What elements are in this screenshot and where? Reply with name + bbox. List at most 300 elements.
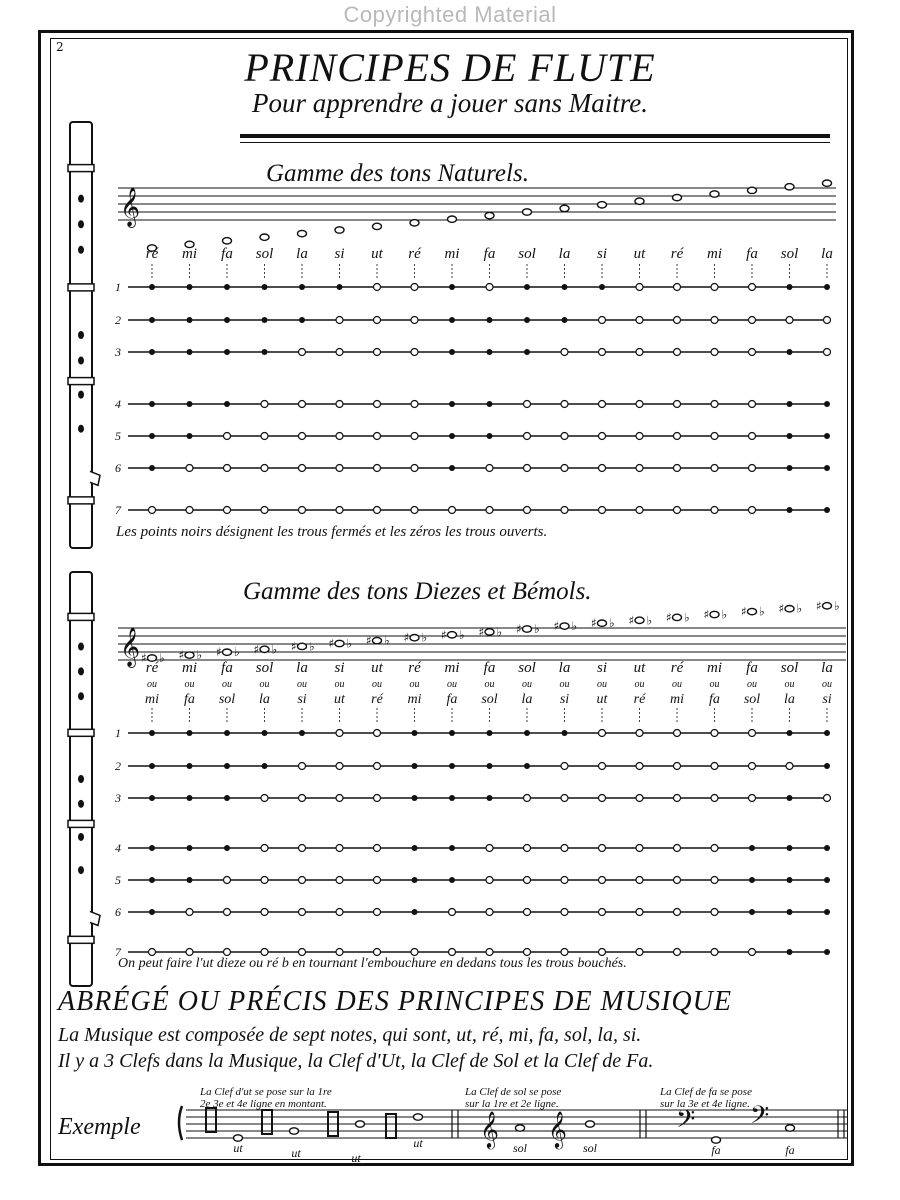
flute-joint xyxy=(68,165,94,172)
closed-hole-dot xyxy=(824,433,830,439)
open-hole-circle xyxy=(599,795,606,802)
open-hole-circle xyxy=(749,317,756,324)
whole-note xyxy=(635,617,644,623)
closed-hole-dot xyxy=(824,763,830,769)
flat-sign-icon: ♭ xyxy=(759,604,765,619)
section2-hole-number: 6 xyxy=(115,905,121,919)
open-hole-circle xyxy=(186,909,193,916)
note-name-sharp: fa xyxy=(483,660,496,676)
flute-hole-icon xyxy=(78,692,84,700)
closed-hole-dot xyxy=(224,284,230,290)
closed-hole-dot xyxy=(787,845,793,851)
sharp-sign-icon: ♯ xyxy=(553,619,560,634)
whole-note xyxy=(560,205,569,211)
open-hole-circle xyxy=(374,284,381,291)
open-hole-circle xyxy=(599,317,606,324)
open-hole-circle xyxy=(336,349,343,356)
open-hole-circle xyxy=(224,465,231,472)
closed-hole-dot xyxy=(487,401,493,407)
closed-hole-dot xyxy=(787,401,793,407)
open-hole-circle xyxy=(561,465,568,472)
closed-hole-dot xyxy=(412,877,418,883)
example-note-name: ut xyxy=(351,1151,361,1165)
closed-hole-dot xyxy=(187,284,193,290)
flute-joint xyxy=(68,284,94,291)
open-hole-circle xyxy=(374,845,381,852)
example-note-name: fa xyxy=(785,1143,795,1157)
open-hole-circle xyxy=(749,465,756,472)
open-hole-circle xyxy=(374,507,381,514)
example-note-name: ut xyxy=(291,1146,301,1160)
notes-sentence: La Musique est composée de sept notes, qui sont, ut, ré, mi, fa, sol, la, si. xyxy=(58,1024,642,1046)
closed-hole-dot xyxy=(187,433,193,439)
closed-hole-dot xyxy=(187,795,193,801)
closed-hole-dot xyxy=(787,730,793,736)
closed-hole-dot xyxy=(149,433,155,439)
closed-hole-dot xyxy=(224,763,230,769)
note-name-flat: la xyxy=(259,692,270,707)
note-name-natural: si xyxy=(596,246,608,262)
closed-hole-dot xyxy=(524,349,530,355)
closed-hole-dot xyxy=(787,507,793,513)
whole-note xyxy=(560,623,569,629)
note-ou: ou xyxy=(672,679,682,690)
note-name-natural: sol xyxy=(780,246,799,262)
note-name-sharp: ut xyxy=(371,660,383,676)
closed-hole-dot xyxy=(487,433,493,439)
closed-hole-dot xyxy=(412,795,418,801)
open-hole-circle xyxy=(674,465,681,472)
whole-note xyxy=(356,1121,365,1127)
closed-hole-dot xyxy=(787,795,793,801)
note-name-natural: la xyxy=(296,246,308,262)
note-name-flat: mi xyxy=(670,692,684,707)
note-ou: ou xyxy=(822,679,832,690)
flute-hole-icon xyxy=(78,643,84,651)
open-hole-circle xyxy=(674,845,681,852)
section2-hole-number: 5 xyxy=(115,873,121,887)
open-hole-circle xyxy=(336,763,343,770)
closed-hole-dot xyxy=(224,730,230,736)
note-name-sharp: si xyxy=(596,660,608,676)
open-hole-circle xyxy=(561,795,568,802)
section2-heading: Gamme des tons Diezes et Bémols. xyxy=(243,578,592,605)
note-ou: ou xyxy=(597,679,607,690)
open-hole-circle xyxy=(636,949,643,956)
flute-key-icon xyxy=(90,471,100,485)
open-hole-circle xyxy=(374,949,381,956)
note-name-sharp: ré xyxy=(145,660,159,676)
note-ou: ou xyxy=(147,679,157,690)
open-hole-circle xyxy=(636,909,643,916)
whole-note xyxy=(710,611,719,617)
closed-hole-dot xyxy=(449,317,455,323)
note-name-sharp: mi xyxy=(182,660,197,676)
open-hole-circle xyxy=(486,465,493,472)
flute-joint xyxy=(68,613,94,620)
closed-hole-dot xyxy=(149,465,155,471)
closed-hole-dot xyxy=(824,465,830,471)
closed-hole-dot xyxy=(299,284,305,290)
note-name-sharp: la xyxy=(296,660,308,676)
flute-hole-icon xyxy=(78,866,84,874)
open-hole-circle xyxy=(674,763,681,770)
closed-hole-dot xyxy=(487,349,493,355)
flute-joint xyxy=(68,729,94,736)
note-ou: ou xyxy=(709,679,720,690)
note-name-sharp: ré xyxy=(670,660,684,676)
open-hole-circle xyxy=(561,763,568,770)
sharp-sign-icon: ♯ xyxy=(591,616,597,631)
closed-hole-dot xyxy=(487,317,493,323)
open-hole-circle xyxy=(674,909,681,916)
open-hole-circle xyxy=(711,909,718,916)
sharp-sign-icon: ♯ xyxy=(628,613,635,628)
open-hole-circle xyxy=(749,507,756,514)
open-hole-circle xyxy=(299,763,306,770)
open-hole-circle xyxy=(599,877,606,884)
note-name-sharp: sol xyxy=(255,660,274,676)
closed-hole-dot xyxy=(787,877,793,883)
closed-hole-dot xyxy=(562,317,568,323)
open-hole-circle xyxy=(824,317,831,324)
closed-hole-dot xyxy=(824,284,830,290)
whole-note xyxy=(598,202,607,208)
note-name-sharp: si xyxy=(334,660,345,676)
note-ou: ou xyxy=(522,679,532,690)
closed-hole-dot xyxy=(337,284,343,290)
sharp-sign-icon: ♯ xyxy=(816,598,822,613)
whole-note xyxy=(448,632,457,638)
sharp-sign-icon: ♯ xyxy=(478,624,485,639)
sharp-sign-icon: ♯ xyxy=(441,627,447,642)
closed-hole-dot xyxy=(187,730,193,736)
closed-hole-dot xyxy=(224,401,230,407)
closed-hole-dot xyxy=(149,730,155,736)
note-name-sharp: sol xyxy=(780,660,799,676)
flute-hole-icon xyxy=(78,833,84,841)
open-hole-circle xyxy=(636,349,643,356)
closed-hole-dot xyxy=(149,349,155,355)
open-hole-circle xyxy=(486,949,493,956)
open-hole-circle xyxy=(186,949,193,956)
open-hole-circle xyxy=(261,465,268,472)
open-hole-circle xyxy=(411,317,418,324)
note-name-flat: si xyxy=(822,692,832,707)
flat-sign-icon: ♭ xyxy=(684,610,690,625)
open-hole-circle xyxy=(261,401,268,408)
note-name-sharp: mi xyxy=(707,660,722,676)
open-hole-circle xyxy=(711,845,718,852)
note-name-natural: sol xyxy=(255,246,274,262)
note-ou: ou xyxy=(222,679,232,690)
flute-hole-icon xyxy=(78,667,84,675)
flute-key-icon xyxy=(90,911,100,925)
note-name-natural: ut xyxy=(371,246,383,262)
closed-hole-dot xyxy=(187,349,193,355)
page-number: 2 xyxy=(56,40,64,54)
open-hole-circle xyxy=(411,465,418,472)
open-hole-circle xyxy=(599,507,606,514)
clefs-sentence: Il y a 3 Clefs dans la Musique, la Clef d'Ut, la Clef de Sol et la Clef de Fa. xyxy=(58,1050,654,1072)
flute-joint xyxy=(68,820,94,827)
closed-hole-dot xyxy=(262,349,268,355)
open-hole-circle xyxy=(599,401,606,408)
open-hole-circle xyxy=(561,845,568,852)
open-hole-circle xyxy=(299,909,306,916)
whole-note xyxy=(673,614,682,620)
open-hole-circle xyxy=(599,909,606,916)
closed-hole-dot xyxy=(449,349,455,355)
note-name-flat: ré xyxy=(371,692,383,707)
section1-hole-number: 1 xyxy=(115,280,121,294)
whole-note xyxy=(635,198,644,204)
bass-clef-icon: 𝄢 xyxy=(750,1101,770,1136)
open-hole-circle xyxy=(336,401,343,408)
open-hole-circle xyxy=(599,949,606,956)
open-hole-circle xyxy=(486,507,493,514)
note-ou: ou xyxy=(484,679,495,690)
closed-hole-dot xyxy=(824,507,830,513)
flute-hole-icon xyxy=(78,246,84,254)
closed-hole-dot xyxy=(824,877,830,883)
closed-hole-dot xyxy=(149,284,155,290)
page-subtitle: Pour apprendre a jouer sans Maitre. xyxy=(252,88,648,118)
clef-fa-caption-line: La Clef de fa se pose xyxy=(660,1086,752,1098)
note-ou: ou xyxy=(259,679,270,690)
whole-note xyxy=(410,220,419,226)
flat-sign-icon: ♭ xyxy=(834,598,840,613)
open-hole-circle xyxy=(711,795,718,802)
note-ou: ou xyxy=(747,679,757,690)
sharp-sign-icon: ♯ xyxy=(141,651,147,665)
open-hole-circle xyxy=(374,877,381,884)
note-name-flat: ré xyxy=(633,692,646,707)
closed-hole-dot xyxy=(599,284,605,290)
sharp-sign-icon: ♯ xyxy=(703,607,710,622)
open-hole-circle xyxy=(561,349,568,356)
open-hole-circle xyxy=(674,349,681,356)
whole-note xyxy=(516,1125,525,1131)
open-hole-circle xyxy=(749,349,756,356)
closed-hole-dot xyxy=(524,763,530,769)
open-hole-circle xyxy=(636,317,643,324)
note-ou: ou xyxy=(409,679,420,690)
open-hole-circle xyxy=(374,730,381,737)
sharp-sign-icon: ♯ xyxy=(216,645,222,660)
open-hole-circle xyxy=(299,433,306,440)
open-hole-circle xyxy=(711,507,718,514)
open-hole-circle xyxy=(261,909,268,916)
flute-hole-icon xyxy=(78,195,84,203)
closed-hole-dot xyxy=(824,401,830,407)
note-name-natural: ré xyxy=(408,246,421,262)
open-hole-circle xyxy=(599,349,606,356)
section2-hole-number: 2 xyxy=(115,759,121,773)
note-name-flat: ut xyxy=(334,692,345,707)
closed-hole-dot xyxy=(262,730,268,736)
clef-sol-caption-line: sur la 1re et 2e ligne. xyxy=(465,1098,559,1110)
staff-brace-icon xyxy=(179,1106,182,1140)
open-hole-circle xyxy=(636,507,643,514)
open-hole-circle xyxy=(524,465,531,472)
whole-note xyxy=(485,629,494,635)
flat-sign-icon: ♭ xyxy=(721,607,728,622)
flat-sign-icon: ♭ xyxy=(234,645,240,660)
closed-hole-dot xyxy=(187,877,193,883)
section1-hole-number: 3 xyxy=(115,345,121,359)
open-hole-circle xyxy=(561,949,568,956)
note-name-flat: fa xyxy=(709,692,720,707)
open-hole-circle xyxy=(674,433,681,440)
closed-hole-dot xyxy=(487,763,493,769)
note-ou: ou xyxy=(334,679,345,690)
open-hole-circle xyxy=(711,317,718,324)
open-hole-circle xyxy=(674,317,681,324)
open-hole-circle xyxy=(524,507,531,514)
open-hole-circle xyxy=(186,507,193,514)
open-hole-circle xyxy=(336,845,343,852)
note-name-flat: ut xyxy=(596,692,608,707)
c-clef-icon xyxy=(386,1114,396,1138)
closed-hole-dot xyxy=(787,949,793,955)
note-name-natural: fa xyxy=(483,246,496,262)
clef-ut-caption-line: La Clef d'ut se pose sur la 1re xyxy=(200,1086,332,1098)
whole-note xyxy=(823,603,832,609)
example-note-name: fa xyxy=(711,1143,721,1157)
open-hole-circle xyxy=(261,795,268,802)
open-hole-circle xyxy=(486,877,493,884)
flute-hole-icon xyxy=(78,800,84,808)
closed-hole-dot xyxy=(299,317,305,323)
open-hole-circle xyxy=(299,465,306,472)
open-hole-circle xyxy=(336,877,343,884)
sharp-sign-icon: ♯ xyxy=(328,636,335,651)
open-hole-circle xyxy=(636,845,643,852)
open-hole-circle xyxy=(599,465,606,472)
closed-hole-dot xyxy=(449,433,455,439)
whole-note xyxy=(748,187,757,193)
open-hole-circle xyxy=(336,317,343,324)
note-name-sharp: ut xyxy=(633,660,646,676)
flute-joint xyxy=(68,378,94,385)
note-ou: ou xyxy=(372,679,382,690)
flat-sign-icon: ♭ xyxy=(271,642,278,657)
open-hole-circle xyxy=(599,730,606,737)
closed-hole-dot xyxy=(787,349,793,355)
bass-clef-icon: 𝄢 xyxy=(676,1105,696,1140)
note-name-flat: sol xyxy=(481,692,498,707)
sharp-sign-icon: ♯ xyxy=(741,604,747,619)
whole-note xyxy=(823,180,832,186)
note-ou: ou xyxy=(184,679,195,690)
flute-joint xyxy=(68,936,94,943)
open-hole-circle xyxy=(749,284,756,291)
note-name-flat: sol xyxy=(218,692,236,707)
note-name-flat: mi xyxy=(145,692,159,707)
whole-note xyxy=(335,227,344,233)
section2-hole-number: 3 xyxy=(115,791,121,805)
sharp-sign-icon: ♯ xyxy=(778,601,785,616)
open-hole-circle xyxy=(261,845,268,852)
closed-hole-dot xyxy=(524,284,530,290)
open-hole-circle xyxy=(636,795,643,802)
closed-hole-dot xyxy=(487,730,493,736)
note-name-sharp: la xyxy=(558,660,571,676)
open-hole-circle xyxy=(711,763,718,770)
whole-note xyxy=(373,637,382,643)
closed-hole-dot xyxy=(262,317,268,323)
open-hole-circle xyxy=(824,795,831,802)
open-hole-circle xyxy=(599,763,606,770)
open-hole-circle xyxy=(224,877,231,884)
c-clef-icon xyxy=(206,1108,216,1132)
flute-joint xyxy=(68,497,94,504)
closed-hole-dot xyxy=(524,730,530,736)
open-hole-circle xyxy=(524,845,531,852)
example-label: Exemple xyxy=(58,1114,141,1140)
open-hole-circle xyxy=(636,401,643,408)
open-hole-circle xyxy=(824,349,831,356)
note-ou: ou xyxy=(784,679,795,690)
whole-note xyxy=(598,620,607,626)
example-note-name: sol xyxy=(512,1141,528,1155)
closed-hole-dot xyxy=(749,909,755,915)
closed-hole-dot xyxy=(449,284,455,290)
flat-sign-icon: ♭ xyxy=(796,601,803,616)
example-note-name: ut xyxy=(233,1141,243,1155)
whole-note xyxy=(223,649,232,655)
open-hole-circle xyxy=(374,795,381,802)
whole-note xyxy=(260,234,269,240)
example-note-name: sol xyxy=(582,1141,598,1155)
whole-note xyxy=(260,646,269,652)
clef-fa-caption-line: sur la 3e et 4e ligne. xyxy=(660,1098,750,1110)
open-hole-circle xyxy=(636,763,643,770)
open-hole-circle xyxy=(636,284,643,291)
whole-note xyxy=(523,209,532,215)
open-hole-circle xyxy=(374,909,381,916)
closed-hole-dot xyxy=(149,317,155,323)
sharp-sign-icon: ♯ xyxy=(291,639,297,654)
closed-hole-dot xyxy=(187,763,193,769)
note-ou: ou xyxy=(559,679,570,690)
open-hole-circle xyxy=(411,284,418,291)
flat-sign-icon: ♭ xyxy=(496,624,503,639)
flute-hole-icon xyxy=(78,220,84,228)
note-name-flat: sol xyxy=(743,692,761,707)
open-hole-circle xyxy=(674,949,681,956)
open-hole-circle xyxy=(261,433,268,440)
note-name-flat: si xyxy=(297,692,307,707)
open-hole-circle xyxy=(674,730,681,737)
treble-clef-icon: 𝄞 xyxy=(548,1110,567,1148)
closed-hole-dot xyxy=(449,845,455,851)
note-name-flat: la xyxy=(784,692,795,707)
note-name-natural: fa xyxy=(746,246,758,262)
whole-note xyxy=(298,643,307,649)
flat-sign-icon: ♭ xyxy=(159,651,165,665)
note-ou: ou xyxy=(634,679,645,690)
closed-hole-dot xyxy=(149,909,155,915)
section1-hole-number: 5 xyxy=(115,429,121,443)
c-clef-icon xyxy=(262,1110,272,1134)
note-name-natural: ut xyxy=(633,246,646,262)
note-name-natural: ré xyxy=(145,246,159,262)
sharp-sign-icon: ♯ xyxy=(666,610,672,625)
note-name-flat: mi xyxy=(407,692,422,707)
open-hole-circle xyxy=(449,949,456,956)
